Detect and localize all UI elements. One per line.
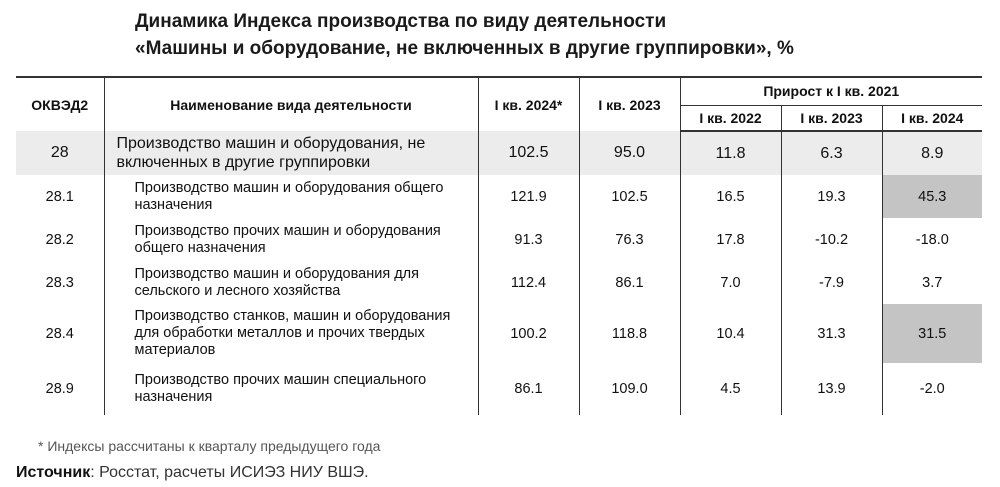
header-growth-2022: I кв. 2022: [680, 105, 781, 131]
row-name: Производство машин и оборудования, не включенных в другие группировки: [104, 131, 478, 175]
row-growth-2024-highlighted: 45.3: [882, 175, 982, 218]
row-q1-2023: 76.3: [579, 218, 680, 261]
header-q1-2024: I кв. 2024*: [478, 77, 579, 131]
header-code: ОКВЭД2: [16, 77, 104, 131]
row-q1-2023: 118.8: [579, 304, 680, 363]
row-q1-2024: 100.2: [478, 304, 579, 363]
table-row: [16, 261, 982, 304]
row-q1-2023: 109.0: [579, 363, 680, 415]
row-name: Производство машин и оборудования общего назначения: [104, 175, 478, 218]
row-q1-2024: 121.9: [478, 175, 579, 218]
page-title: [135, 8, 995, 62]
row-growth-2022: 4.5: [680, 363, 781, 415]
row-growth-2023: -10.2: [781, 218, 882, 261]
row-growth-2024: -18.0: [915, 231, 949, 248]
row-code: 28.3: [16, 261, 104, 304]
row-q1-2024: 91.3: [478, 218, 579, 261]
row-growth-2023: 31.3: [781, 304, 882, 363]
header-growth-group: Прирост к I кв. 2021: [680, 77, 982, 105]
source-note: [16, 464, 369, 482]
row-growth-2024: 3.7: [922, 274, 943, 291]
table-row: [16, 304, 982, 363]
source-text: : Росстат, расчеты ИСИЭЗ НИУ ВШЭ.: [90, 464, 369, 481]
production-index-table: [16, 76, 982, 415]
row-name: Производство станков, машин и оборудования для обработки металлов и прочих твердых материалов: [104, 304, 478, 363]
row-growth-2023: 6.3: [781, 131, 882, 175]
row-q1-2024: 112.4: [478, 261, 579, 304]
row-q1-2023: 102.5: [579, 175, 680, 218]
row-growth-2024: 8.9: [882, 131, 982, 175]
row-growth-2024: -2.0: [919, 381, 945, 397]
row-growth-2023: -7.9: [781, 261, 882, 304]
title-line-1: Динамика Индекса производства по виду деятельности: [135, 11, 667, 32]
row-growth-2022: 7.0: [680, 261, 781, 304]
row-growth-2022: 11.8: [680, 131, 781, 175]
row-q1-2023: 95.0: [579, 131, 680, 175]
row-growth-2022: 16.5: [680, 175, 781, 218]
row-growth-2022: 10.4: [680, 304, 781, 363]
header-name: Наименование вида деятельности: [104, 77, 478, 131]
row-growth-2022: 17.8: [680, 218, 781, 261]
row-growth-2024-highlighted: 31.5: [882, 304, 982, 363]
row-growth-2023: 19.3: [781, 175, 882, 218]
row-code: 28.4: [16, 304, 104, 363]
row-code: 28.2: [16, 218, 104, 261]
row-code: 28.1: [16, 175, 104, 218]
row-growth-2023: 13.9: [781, 363, 882, 415]
table-row: [16, 131, 982, 175]
row-code: 28: [16, 131, 104, 175]
header-q1-2023: I кв. 2023: [579, 77, 680, 131]
title-line-2: «Машины и оборудование, не включенных в другие группировки», %: [135, 38, 794, 59]
header-growth-2024: I кв. 2024: [882, 105, 982, 131]
row-name: Производство прочих машин и оборудования общего назначения: [104, 218, 478, 261]
row-q1-2023: 86.1: [579, 261, 680, 304]
row-code: 28.9: [16, 363, 104, 415]
header-growth-2023: I кв. 2023: [781, 105, 882, 131]
footnote: * Индексы рассчитаны к кварталу предыдущего года: [38, 438, 381, 454]
table-row: [16, 218, 982, 261]
row-name: Производство прочих машин специального назначения: [104, 363, 478, 415]
row-q1-2024: 102.5: [478, 131, 579, 175]
table-row: [16, 175, 982, 218]
row-q1-2024: 86.1: [478, 363, 579, 415]
source-label: Источник: [16, 464, 91, 481]
table-row: [16, 363, 982, 415]
row-name: Производство машин и оборудования для сельского и лесного хозяйства: [104, 261, 478, 304]
